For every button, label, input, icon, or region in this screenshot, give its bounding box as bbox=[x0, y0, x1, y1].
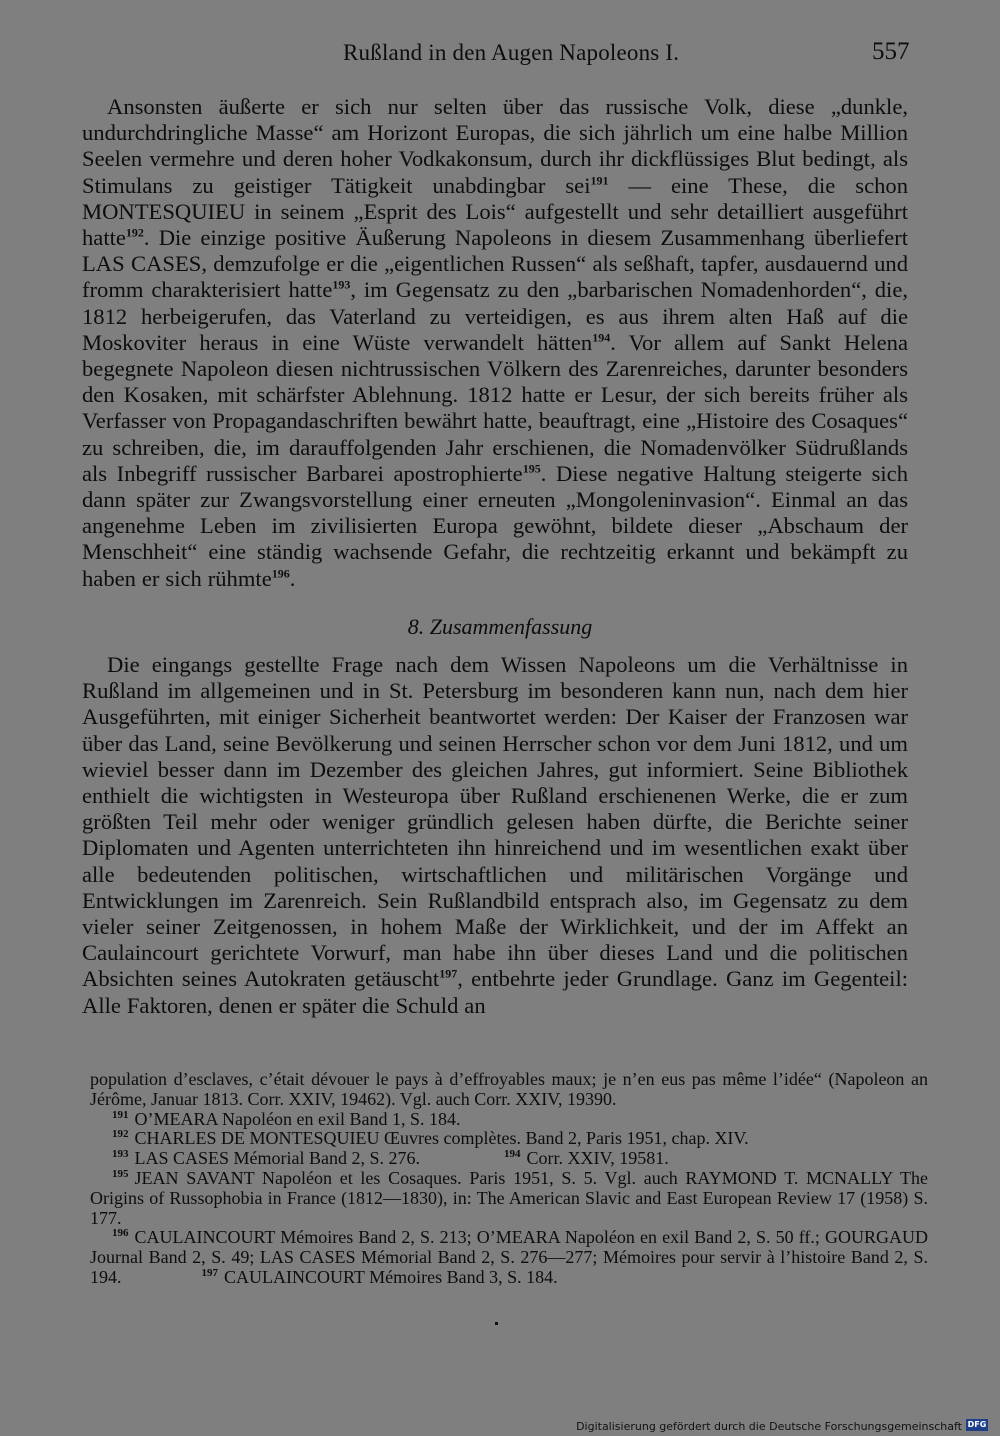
footnote-number: 191 bbox=[112, 1108, 129, 1121]
footnote-continuation: population d’esclaves, c’était dévouer le pays à d’effroyables maux; je n’en eus pas même l’idée“ (Napoleon an Jérôme, Januar 1813. Corr. XXIV, 19462). Vgl. auch Corr. XXIV, 19390. bbox=[90, 1069, 928, 1109]
footnote-text: Corr. XXIV, 19581. bbox=[526, 1148, 669, 1169]
text-run: Ansonsten äußerte er sich nur selten über das russische Volk, diese „dunkle, undurchdringliche Masse“ am Horizont Europas, die sich jährlich um eine halbe Million Seelen vermehre und deren hoher Vodkakonsum, durch ihr dickflüssiges Blut bedingt, als Stimulans zu geistiger Tätigkeit unabdingbar sei bbox=[82, 94, 908, 198]
body-paragraph-2 bbox=[82, 652, 908, 1019]
text-run: . Vor allem auf Sankt Helena begegnete Napoleon diesen nichtrussischen Völkern des Zarenreiches, darunter besonders den Kosaken, mit schärfster Ablehnung. 1812 hatte er Lesur, der sich bereits früher als Verfasser von Propagandaschriften bewährt hatte, beauftragt, eine „Histoire des Cosaques“ zu schreiben, die, im darauffolgenden Jahr erschienen, die Nomadenvölker Südrußlands als Inbegriff russischer Barbarei apostrophierte bbox=[82, 329, 908, 486]
running-title: Rußland in den Augen Napoleons I. bbox=[343, 40, 680, 65]
footnote-number: 197 bbox=[201, 1266, 218, 1279]
page-number: 557 bbox=[872, 38, 910, 65]
footnote-191 bbox=[90, 1110, 928, 1130]
footnote-ref: 195 bbox=[522, 461, 541, 476]
footnotes bbox=[90, 1070, 928, 1288]
text-run: . Die einzige positive Äußerung Napoleons in diesem Zusammenhang überliefert LAS CASES, demzufolge er die „eigentlichen Russen“ als seßhaft, tapfer, ausdauernd und fromm charakterisiert hatte bbox=[82, 225, 908, 303]
footnote-196 bbox=[90, 1228, 928, 1287]
section-heading: 8. Zusammenfassung bbox=[407, 614, 593, 639]
footnote-ref: 191 bbox=[590, 173, 609, 188]
body-paragraph-1 bbox=[82, 94, 908, 592]
footnote-192 bbox=[90, 1129, 928, 1149]
footnote-number: 193 bbox=[112, 1148, 129, 1161]
text-run: , im Gegensatz zu den „barbarischen Nomadenhorden“, die, 1812 herbeigerufen, das Vaterland zu verteidigen, es aus ihrem alten Haß auf die Moskoviter heraus in eine Wüste verwandelt hätten bbox=[82, 277, 908, 355]
footnote-ref: 196 bbox=[271, 566, 290, 581]
footnote-ref: 192 bbox=[125, 225, 144, 240]
footnote-text: CAULAINCOURT Mémoires Band 2, S. 213; O’MEARA Napoléon en exil Band 2, S. 50 ff.; GOURGAUD Journal Band 2, S. 49; LAS CASES Mémorial Band 2, S. 276—277; Mémoires pour servir à l’histoire Band 2, S. 194. bbox=[90, 1227, 928, 1287]
funding-note: Digitalisierung gefördert durch die Deutsche Forschungsgemeinschaft bbox=[576, 1420, 962, 1433]
text-run: . bbox=[289, 565, 296, 591]
footnote-number: 192 bbox=[112, 1128, 129, 1141]
footnote-193 bbox=[90, 1149, 928, 1169]
footnote-number: 196 bbox=[112, 1227, 129, 1240]
footnote-number: 194 bbox=[504, 1148, 521, 1161]
page-header bbox=[0, 36, 1000, 68]
footnote-text: CHARLES DE MONTESQUIEU Œuvres complètes. Band 2, Paris 1951, chap. XIV. bbox=[134, 1128, 749, 1149]
text-run: , entbehrte jeder Grundlage. Ganz im Gegenteil: Alle Faktoren, denen er später die Schuld an bbox=[82, 966, 908, 1018]
footnote-text: JEAN SAVANT Napoléon et les Cosaques. Paris 1951, S. 5. Vgl. auch RAYMOND T. MCNALLY The Origins of Russophobia in France (1812—1830), in: The American Slavic and East European Review 17 (1958) S. 177. bbox=[90, 1167, 928, 1228]
footnote-195 bbox=[90, 1169, 928, 1228]
dfg-logo: DFG bbox=[967, 1420, 987, 1429]
footnote-ref: 197 bbox=[439, 966, 458, 981]
footnote-ref: 194 bbox=[592, 330, 611, 345]
footnote-text: CAULAINCOURT Mémoires Band 3, S. 184. bbox=[224, 1266, 558, 1287]
text-run: — eine These, die schon MONTESQUIEU in seinem „Esprit des Lois“ aufgestellt und sehr detailliert ausgeführt hatte bbox=[82, 172, 908, 251]
text-run: Die eingangs gestellte Frage nach dem Wissen Napoleons um die Verhältnisse in Rußland im allgemeinen und in St. Petersburg im besonderen kann nun, nach dem hier Ausgeführten, mit einiger Sicherheit beantwortet werden: Der Kaiser der Franzosen war über das Land, seine Bevölkerung und seinen Herrscher schon vor dem Juni 1812, und um wieviel besser dann im Dezember des gleichen Jahres, gut informiert. Seine Bibliothek enthielt die wichtigsten in Westeuropa über Rußland erschienenen Werke, die er zum größten Teil mehr oder weniger gründlich gelesen haben dürfte, die Berichte seiner Diplomaten und Agenten unterrichteten ihn hinreichend und im wesentlichen exakt über alle bedeutenden politischen, wirtschaftlichen und militärischen Vorgänge und Entwicklungen im Zarenreich. Sein Rußlandbild entsprach also, im Gegensatz zu dem vieler seiner Zeitgenossen, in hohem Maße der Wirklichkeit, und der im Affekt an Caulaincourt gerichtete Vorwurf, man habe ihn über dieses Land und die politischen Absichten seines Autokraten getäuscht bbox=[82, 652, 908, 992]
footnote-number: 195 bbox=[112, 1167, 129, 1180]
print-mark bbox=[495, 1322, 498, 1325]
text-run: . Diese negative Haltung steigerte sich dann später zur Zwangsvorstellung einer erneuten „Mongoleninvasion“. Einmal an das angenehme Leben im zivilisierten Europa gewöhnt, bildete dieser „Abschaum der Menschheit“ eine ständig wachsende Gefahr, die rechtzeitig erkannt und bekämpft zu haben er sich rühmte bbox=[82, 460, 908, 591]
footnote-text: O’MEARA Napoléon en exil Band 1, S. 184. bbox=[134, 1108, 461, 1129]
footnote-ref: 193 bbox=[332, 277, 351, 292]
footnote-text: LAS CASES Mémorial Band 2, S. 276. bbox=[134, 1148, 421, 1169]
